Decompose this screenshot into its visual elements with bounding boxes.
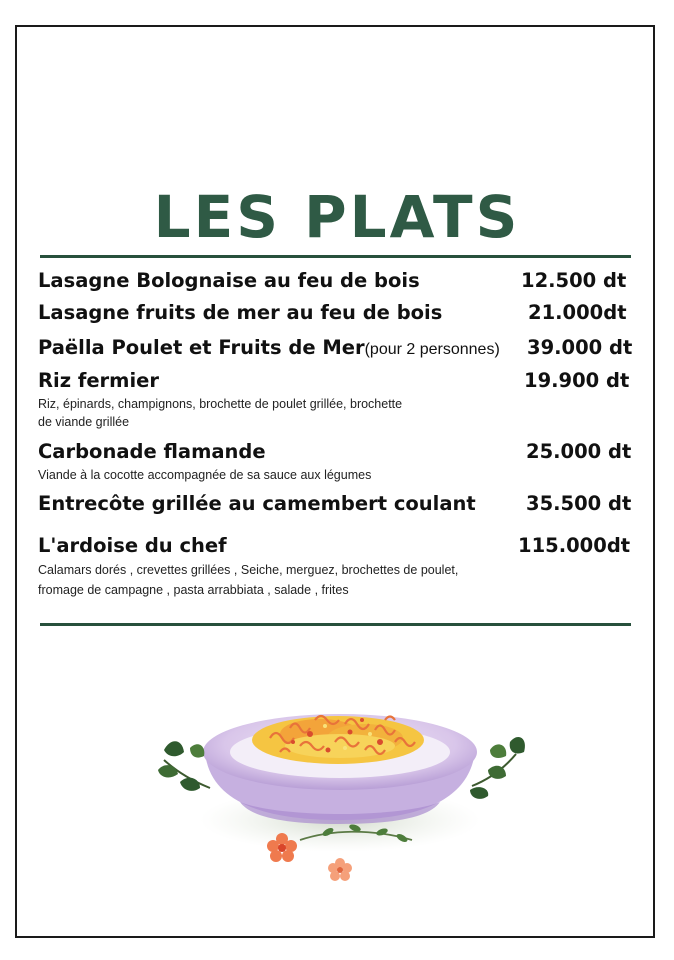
menu-item-price: 19.900 dt	[524, 369, 630, 392]
menu-item-price: 21.000dt	[528, 301, 627, 324]
menu-item	[38, 268, 638, 294]
menu-item-name: Carbonade flamande	[38, 440, 266, 463]
menu-item-description-line: de viande grillée	[38, 415, 130, 429]
menu-item-name: Entrecôte grillée au camembert coulant	[38, 492, 476, 515]
menu-item-name: Lasagne Bolognaise au feu de bois	[38, 269, 420, 292]
bottom-divider	[40, 623, 631, 626]
menu-item-name: Lasagne fruits de mer au feu de bois	[38, 301, 443, 324]
title-divider	[40, 255, 631, 258]
menu-item-note: (pour 2 personnes)	[364, 341, 500, 358]
menu-item	[38, 300, 638, 326]
menu-item	[38, 439, 638, 484]
menu-item-price: 39.000 dt	[527, 336, 633, 359]
pasta-dish-illustration-icon	[150, 690, 530, 890]
menu-item-description-line: Calamars dorés , crevettes grillées , Seiche, merguez, brochettes de poulet,	[38, 563, 459, 577]
menu-title: LES PLATS	[153, 183, 521, 251]
menu-item	[38, 368, 638, 431]
menu-item-name: Riz fermier	[38, 369, 160, 392]
menu-item-description-line: fromage de campagne , pasta arrabbiata , salade , frites	[38, 583, 349, 597]
menu-item	[38, 533, 638, 600]
menu-item-price: 115.000dt	[518, 534, 631, 557]
menu-item	[38, 491, 638, 517]
menu-item-name: Paëlla Poulet et Fruits de Mer	[38, 336, 365, 359]
menu-item-price: 25.000 dt	[526, 440, 632, 463]
menu-item-price: 12.500 dt	[521, 269, 627, 292]
menu-item-description	[38, 466, 638, 484]
menu-item-description	[38, 560, 638, 600]
menu-item	[38, 335, 638, 363]
menu-item-description-line: Viande à la cocotte accompagnée de sa sauce aux légumes	[38, 468, 372, 482]
menu-item-name: L'ardoise du chef	[38, 534, 227, 557]
menu-item-description	[38, 395, 638, 431]
menu-item-description-line: Riz, épinards, champignons, brochette de poulet grillée, brochette	[38, 397, 403, 411]
menu-item-price: 35.500 dt	[526, 492, 632, 515]
